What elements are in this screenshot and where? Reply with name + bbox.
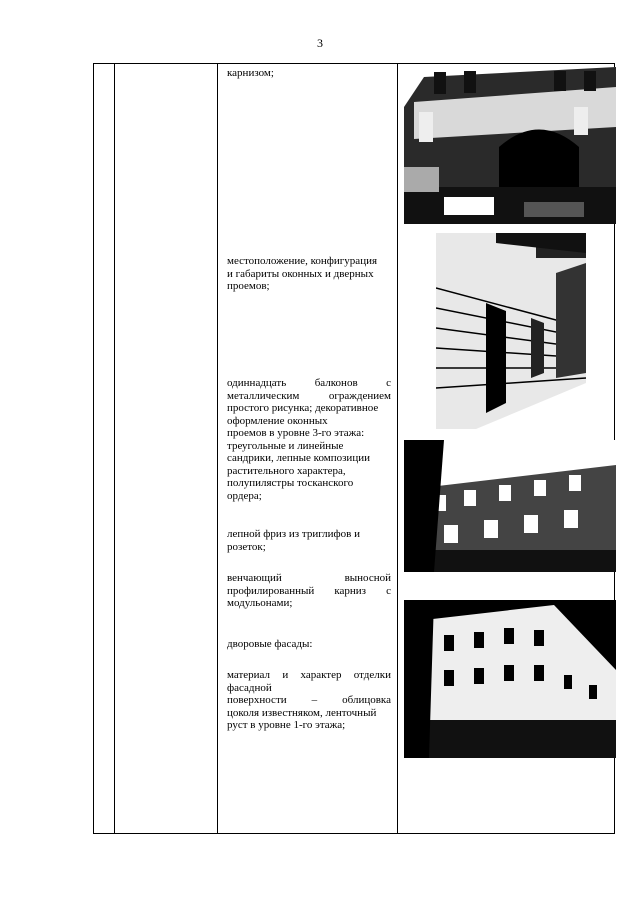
text-line: карнизом;	[227, 67, 274, 79]
text-line: модульонами;	[227, 597, 293, 609]
text-line: ордера;	[227, 489, 262, 502]
text-block-courtyard	[227, 638, 391, 651]
text-line: розеток;	[227, 540, 266, 553]
column-divider-1	[114, 64, 115, 833]
text-line: поверхности – облицовка	[227, 694, 391, 706]
page-number: 3	[317, 36, 323, 50]
column-divider-3	[397, 64, 398, 833]
text-line: сандрики, лепные композиции	[227, 452, 370, 464]
text-line: венчающий выносной	[227, 572, 391, 584]
text-line: лепной фриз из триглифов и	[227, 528, 360, 540]
text-line: оформление оконных	[227, 414, 328, 427]
text-block-crown-cornice	[227, 572, 391, 610]
text-line: цоколя известняком, ленточный	[227, 706, 377, 719]
facade-arch-photo	[404, 67, 616, 224]
text-line: дворовые фасады:	[227, 638, 313, 650]
column-divider-2	[217, 64, 218, 833]
text-line: руст в уровне 1-го этажа;	[227, 719, 346, 731]
text-line: растительного характера,	[227, 464, 346, 477]
balconies-facade-photo	[404, 440, 616, 572]
text-block-frieze	[227, 528, 391, 553]
facade-perspective-photo	[436, 233, 586, 429]
text-block-balconies	[227, 377, 391, 502]
text-block-openings	[227, 255, 391, 293]
text-line: местоположение, конфигурация	[227, 255, 378, 267]
text-block-cornice	[227, 67, 391, 80]
text-line: фасадной	[227, 681, 272, 694]
text-line: проемов;	[227, 280, 270, 292]
text-line: простого рисунка; декоративное	[227, 402, 379, 414]
text-line: металлическим ограждением	[227, 389, 391, 402]
courtyard-facade-photo	[404, 600, 616, 758]
text-line: одиннадцать балконов с	[227, 377, 391, 389]
text-line: материал и характер отделки	[227, 669, 391, 681]
text-line: треугольные и линейные	[227, 439, 344, 452]
text-line: и габариты оконных и дверных	[227, 267, 374, 280]
text-line: полупилястры тосканского	[227, 477, 354, 489]
text-block-finish	[227, 669, 391, 732]
text-line: проемов в уровне 3-го этажа:	[227, 427, 365, 439]
text-line: профилированный карниз с	[227, 584, 391, 597]
